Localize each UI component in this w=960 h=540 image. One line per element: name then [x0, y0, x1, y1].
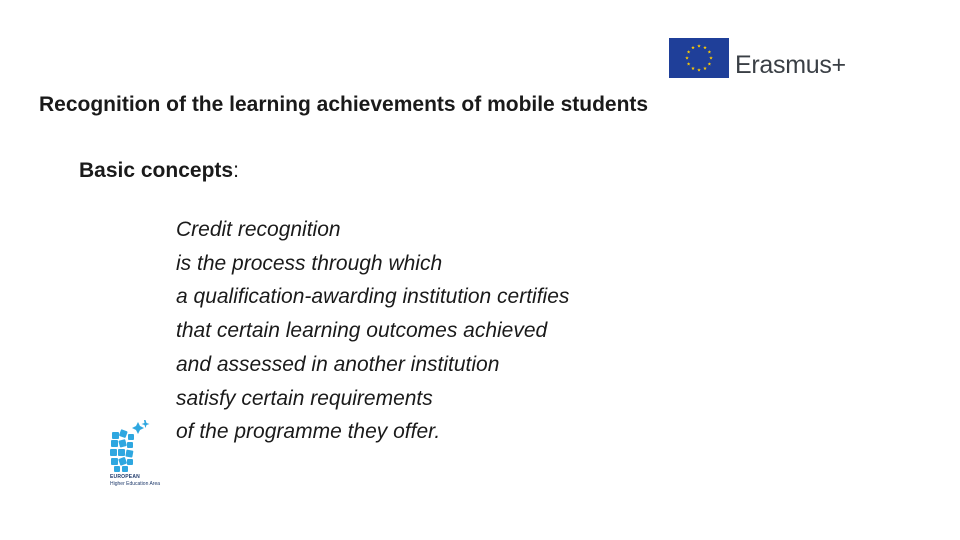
erasmus-plus-wordmark: Erasmus+ — [735, 51, 846, 79]
erasmus-plus-logo — [669, 38, 865, 80]
definition-term: Credit recognition — [176, 218, 341, 241]
section-heading-colon: : — [233, 159, 239, 182]
eu-flag-icon — [669, 38, 729, 78]
ehea-logo-caption — [110, 474, 160, 488]
ehea-caption-line1: EUROPEAN — [110, 474, 140, 480]
definition-line: of the programme they offer. — [176, 420, 441, 444]
definition-line: is the process through which — [176, 251, 443, 275]
section-heading — [79, 156, 239, 186]
definition-line: and assessed in another institution — [176, 352, 500, 376]
definition-line: that certain learning outcomes achieved — [176, 319, 548, 343]
ehea-caption-line2: Higher Education Area — [110, 481, 161, 487]
definition-line: satisfy certain requirements — [176, 386, 433, 410]
page-title: Recognition of the learning achievements of mobile students — [39, 93, 649, 116]
definition-line: a qualification-awarding institution certifies — [176, 285, 570, 309]
definition-block — [176, 213, 569, 449]
section-heading-label: Basic concepts — [79, 159, 234, 182]
